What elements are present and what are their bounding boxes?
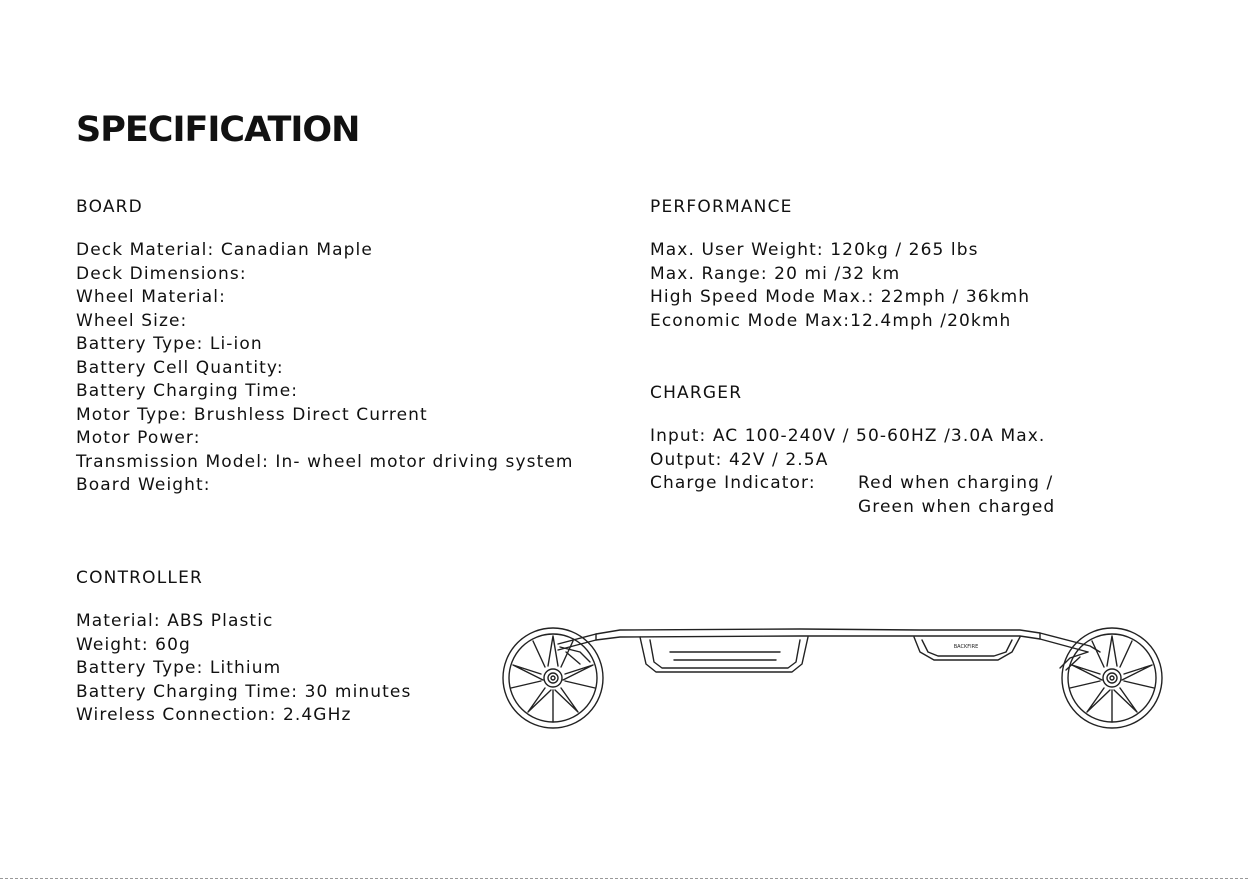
controller-heading: CONTROLLER <box>76 568 204 588</box>
spec-line-transmission-model: Transmission Model: In- wheel motor driving system <box>76 451 574 472</box>
charge-indicator-label: Charge Indicator: <box>650 473 816 493</box>
spec-line-controller-material: Material: ABS Plastic <box>76 611 274 631</box>
charge-indicator-charged: Green when charged <box>858 496 1056 517</box>
right-wheel <box>1062 628 1162 728</box>
spec-line-controller-battery-type: Battery Type: Lithium <box>76 658 282 678</box>
spec-line-controller-weight: Weight: 60g <box>76 634 191 655</box>
spec-line-battery-charging-time: Battery Charging Time: <box>76 381 299 401</box>
spec-line-deck-dimensions: Deck Dimensions: <box>76 263 247 284</box>
spec-line-battery-cell-quantity: Battery Cell Quantity: <box>76 357 284 378</box>
battery-enclosure <box>640 637 808 672</box>
spec-line-wheel-material: Wheel Material: <box>76 287 226 307</box>
bottom-rule <box>0 878 1248 879</box>
left-truck <box>560 647 590 664</box>
controller-section <box>76 567 411 728</box>
spec-line-economic-mode: Economic Mode Max:12.4mph /20kmh <box>650 310 1012 331</box>
spec-line-battery-type: Battery Type: Li-ion <box>76 334 263 354</box>
page-title: SPECIFICATION <box>76 110 360 150</box>
skateboard-illustration <box>500 612 1168 734</box>
performance-section <box>650 196 1030 333</box>
spec-line-controller-charging-time: Battery Charging Time: 30 minutes <box>76 681 412 702</box>
performance-spec-list <box>650 239 1030 333</box>
spec-line-motor-type: Motor Type: Brushless Direct Current <box>76 404 428 425</box>
spec-line-charge-indicator <box>650 472 1055 519</box>
charge-indicator-values <box>858 472 1055 519</box>
spec-line-charger-input: Input: AC 100-240V / 50-60HZ /3.0A Max. <box>650 426 1046 446</box>
spec-line-charger-output: Output: 42V / 2.5A <box>650 449 829 470</box>
board-heading: BOARD <box>76 197 143 217</box>
brand-mark: BACKFIRE <box>953 644 979 650</box>
spec-line-high-speed-mode: High Speed Mode Max.: 22mph / 36kmh <box>650 287 1031 307</box>
performance-heading: PERFORMANCE <box>650 197 793 217</box>
charge-indicator-charging: Red when charging / <box>858 473 1054 493</box>
board-section <box>76 196 574 498</box>
board-spec-list <box>76 239 574 498</box>
spec-line-deck-material: Deck Material: Canadian Maple <box>76 240 373 260</box>
spec-line-motor-power: Motor Power: <box>76 428 201 448</box>
left-wheel <box>503 628 603 728</box>
charger-section <box>650 382 1055 519</box>
controller-spec-list <box>76 610 411 728</box>
charger-heading: CHARGER <box>650 383 743 403</box>
charger-spec-list <box>650 425 1055 519</box>
spec-line-board-weight: Board Weight: <box>76 475 211 495</box>
spec-line-max-user-weight: Max. User Weight: 120kg / 265 lbs <box>650 240 979 260</box>
spec-line-wireless-connection: Wireless Connection: 2.4GHz <box>76 705 352 725</box>
spec-line-max-range: Max. Range: 20 mi /32 km <box>650 263 901 284</box>
spec-line-wheel-size: Wheel Size: <box>76 310 188 331</box>
